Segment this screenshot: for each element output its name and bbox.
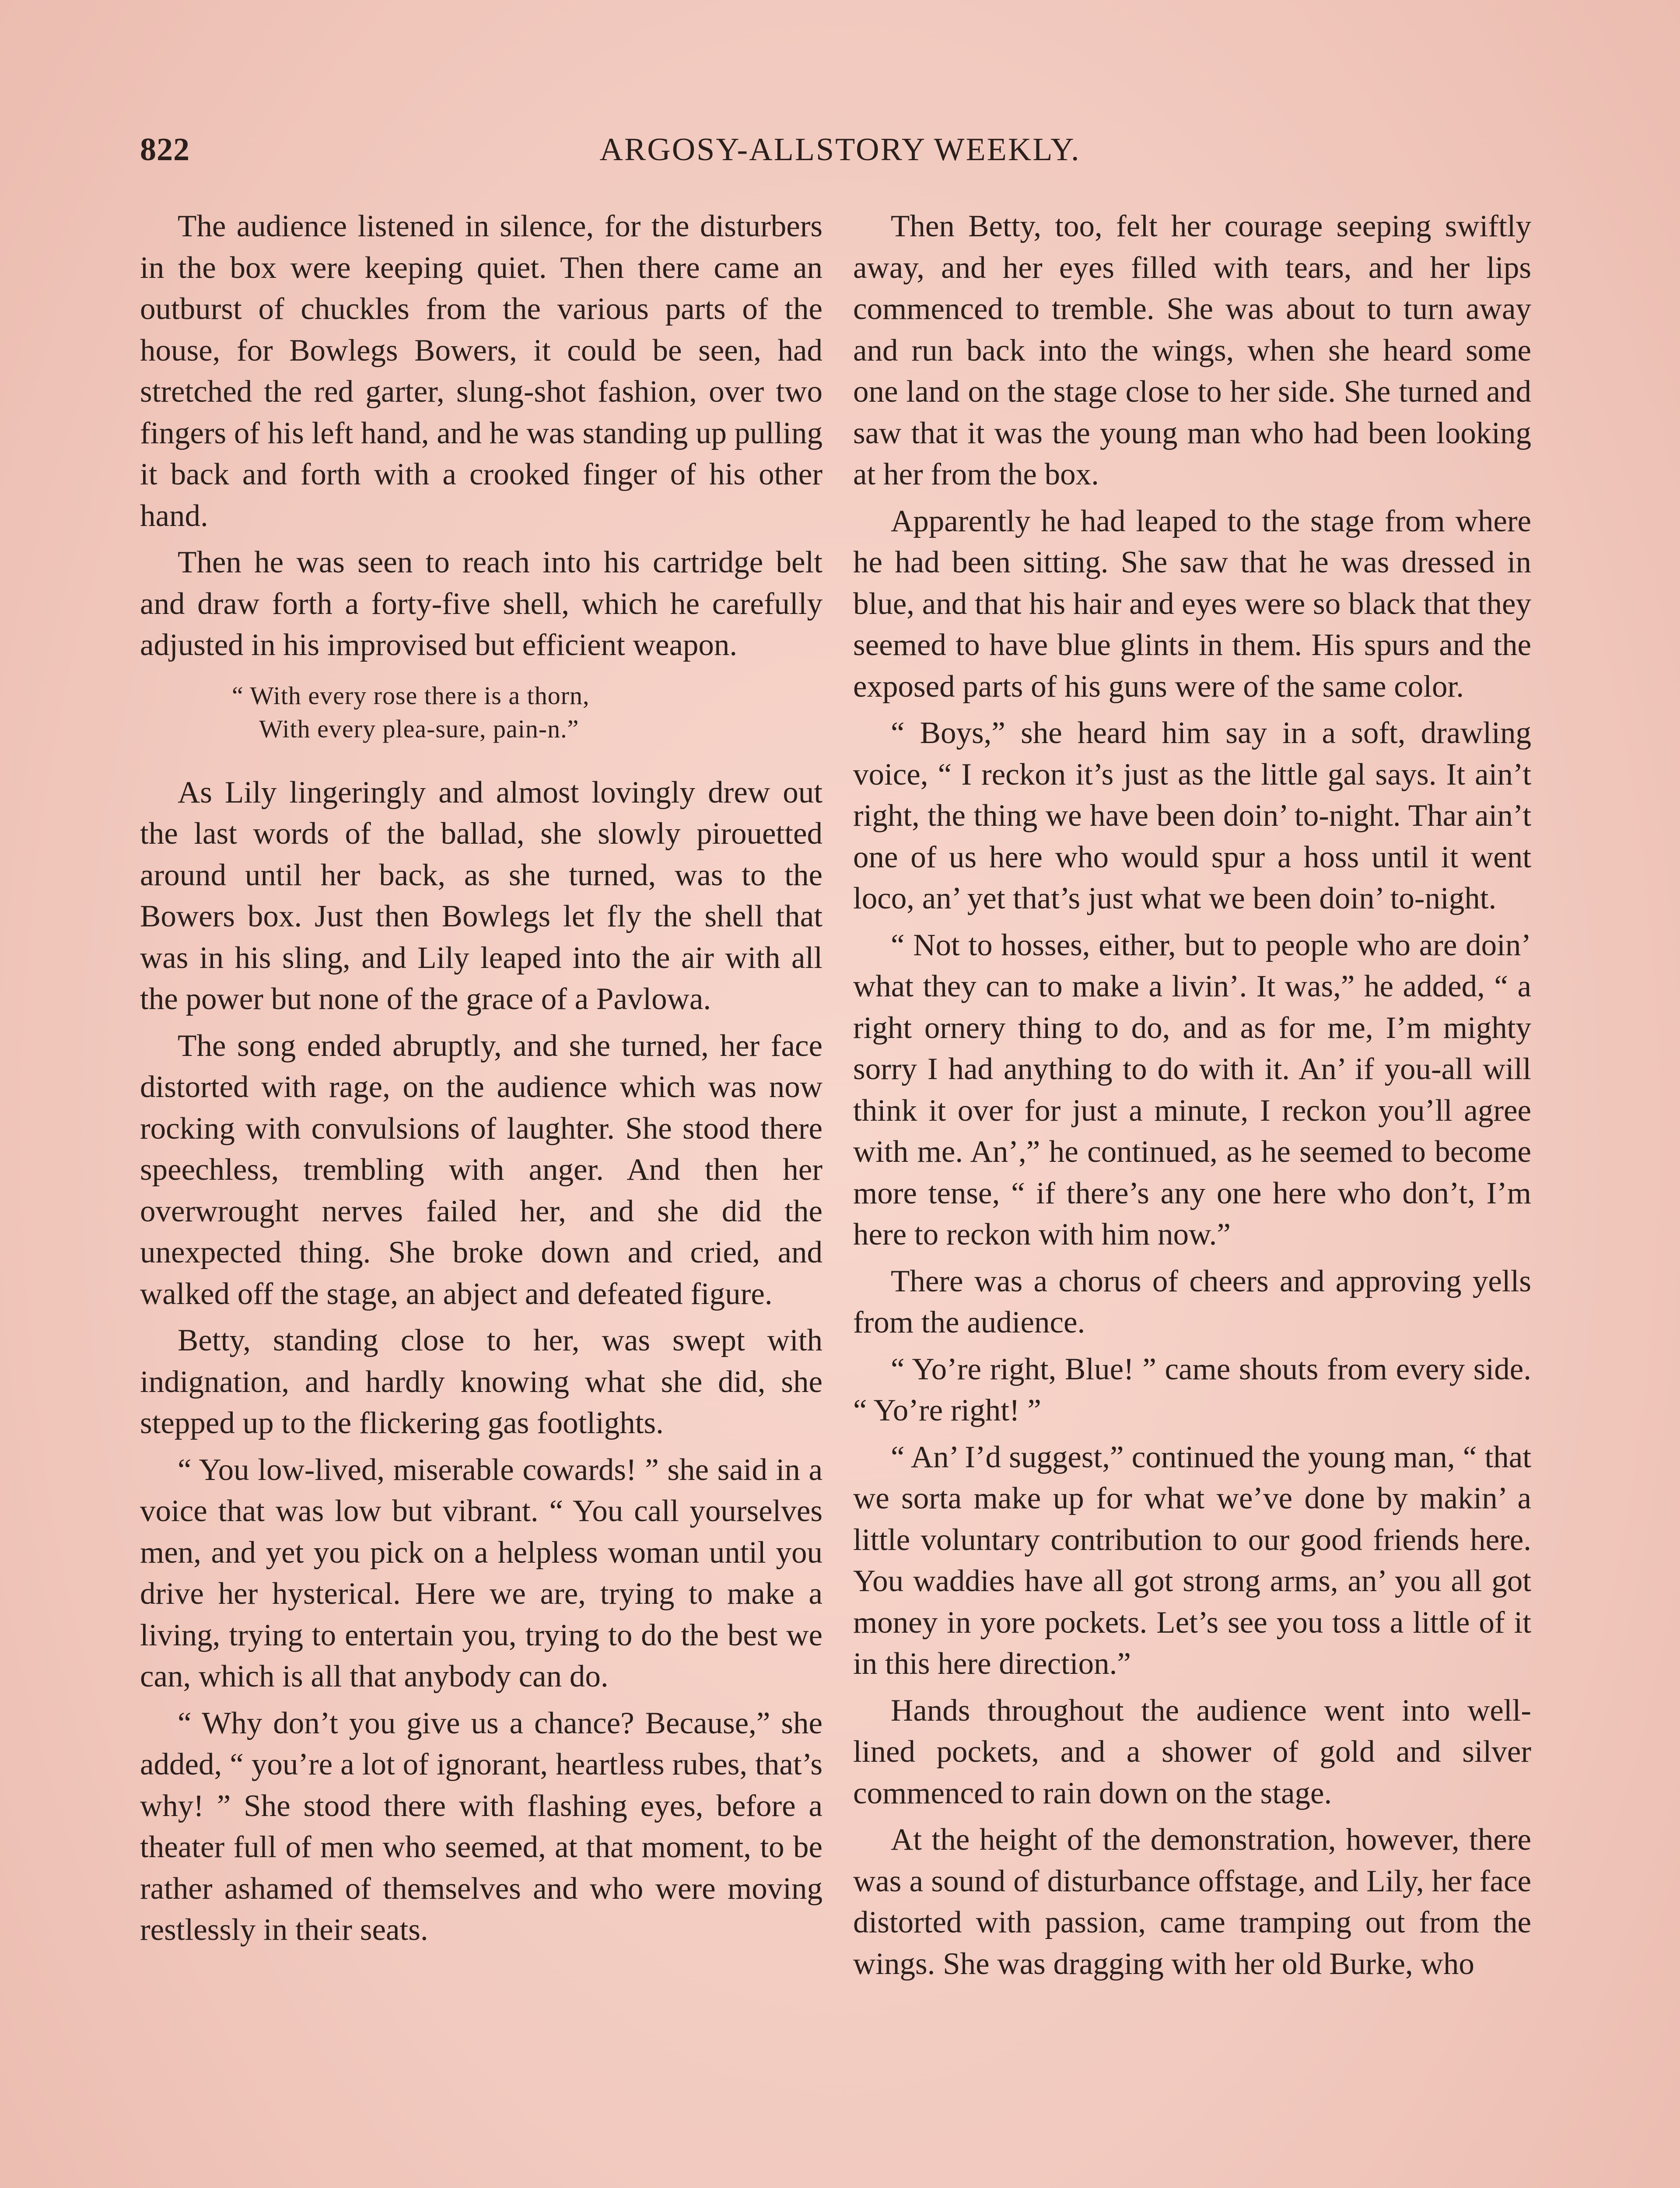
paragraph: As Lily lingeringly and almost lovingly drew out the last words of the ballad, she slowly pirouetted around until her back, as she turned, was to the Bowers box. Just then Bowlegs let fly the shell that was in his sling, and Lily leaped into the air with all the power but none of the grace of a Pavlowa.: [140, 775, 822, 1016]
paragraph: “ An’ I’d suggest,” continued the young man, “ that we sorta make up for what we’ve done by makin’ a little voluntary contribution to our good friends here. You waddies have all got strong arms, an’ you all got money in yore pockets. Let’s see you toss a little of it in this here direction.”: [853, 1440, 1531, 1681]
paragraph: Hands throughout the audience went into well-lined pockets, and a shower of gold and silver commenced to rain down on the stage.: [853, 1693, 1531, 1810]
paragraph: “ You low-lived, miserable cowards! ” she said in a voice that was low but vibrant. “ You call yourselves men, and yet you pick on a helpless woman until you drive her hysterical. Here we are, trying to make a living, trying to entertain you, trying to do the best we can, which is all that anybody can do.: [140, 1452, 822, 1694]
paragraph: “ Yo’re right, Blue! ” came shouts from every side. “ Yo’re right! ”: [853, 1352, 1531, 1427]
paragraph: Then he was seen to reach into his cartridge belt and draw forth a forty-five shell, which he carefully adjusted in his improvised but efficient weapon.: [140, 545, 822, 662]
left-column: [140, 206, 822, 1956]
paragraph: “ Why don’t you give us a chance? Because,” she added, “ you’re a lot of ignorant, heartless rubes, that’s why! ” She stood there with flashing eyes, before a theater full of men who seemed, at that moment, to be rather ashamed of themselves and who were moving restlessly in their seats.: [140, 1706, 822, 1947]
right-column: [853, 206, 1531, 1990]
verse-quote: [140, 679, 822, 746]
verse-line: With every plea-sure, pain-n.”: [259, 714, 579, 743]
paragraph: There was a chorus of cheers and approving yells from the audience.: [853, 1264, 1531, 1339]
page-header: [140, 131, 1540, 179]
paragraph: The song ended abruptly, and she turned, her face distorted with rage, on the audience which was now rocking with convulsions of laughter. She stood there speechless, trembling with anger. And then her overwrought nerves failed her, and she did the unexpected thing. She broke down and cried, and walked off the stage, an abject and defeated figure.: [140, 1028, 822, 1311]
paragraph: Betty, standing close to her, was swept with indignation, and hardly knowing what she did, she stepped up to the flickering gas footlights.: [140, 1323, 822, 1440]
paragraph: “ Not to hosses, either, but to people who are doin’ what they can to make a livin’. It was,” he added, “ a right ornery thing to do, and as for me, I’m mighty sorry I had anything to do with it. An’ if you-all will think it over for just a minute, I reckon you’ll agree with me. An’,” he continued, as he seemed to become more tense, “ if there’s any one here who don’t, I’m here to reckon with him now.”: [853, 928, 1531, 1252]
paragraph: The audience listened in silence, for the disturbers in the box were keeping quiet. Then there came an outburst of chuckles from the various parts of the house, for Bowlegs Bowers, it could be seen, had stretched the red garter, slung-shot fashion, over two fingers of his left hand, and he was standing up pulling it back and forth with a crooked finger of his other hand.: [140, 209, 822, 533]
paragraph: “ Boys,” she heard him say in a soft, drawling voice, “ I reckon it’s just as the little gal says. It ain’t right, the thing we have been doin’ to-night. Thar ain’t one of us here who would spur a hoss until it went loco, an’ yet that’s just what we been doin’ to-night.: [853, 716, 1531, 915]
paragraph: At the height of the demonstration, however, there was a sound of disturbance offstage, and Lily, her face distorted with passion, came tramping out from the wings. She was dragging with her old Burke, who: [853, 1823, 1531, 1981]
paragraph: Then Betty, too, felt her courage seeping swiftly away, and her eyes filled with tears, and her lips commenced to tremble. She was about to turn away and run back into the wings, when she heard some one land on the stage close to her side. She turned and saw that it was the young man who had been looking at her from the box.: [853, 209, 1531, 491]
running-head: ARGOSY-ALLSTORY WEEKLY.: [599, 132, 1081, 168]
verse-line: “ With every rose there is a thorn,: [232, 681, 590, 710]
paragraph: Apparently he had leaped to the stage from where he had been sitting. She saw that he was dressed in blue, and that his hair and eyes were so black that they seemed to have blue glints in them. His spurs and the exposed parts of his guns were of the same color.: [853, 504, 1531, 704]
page-number: 822: [140, 132, 190, 168]
